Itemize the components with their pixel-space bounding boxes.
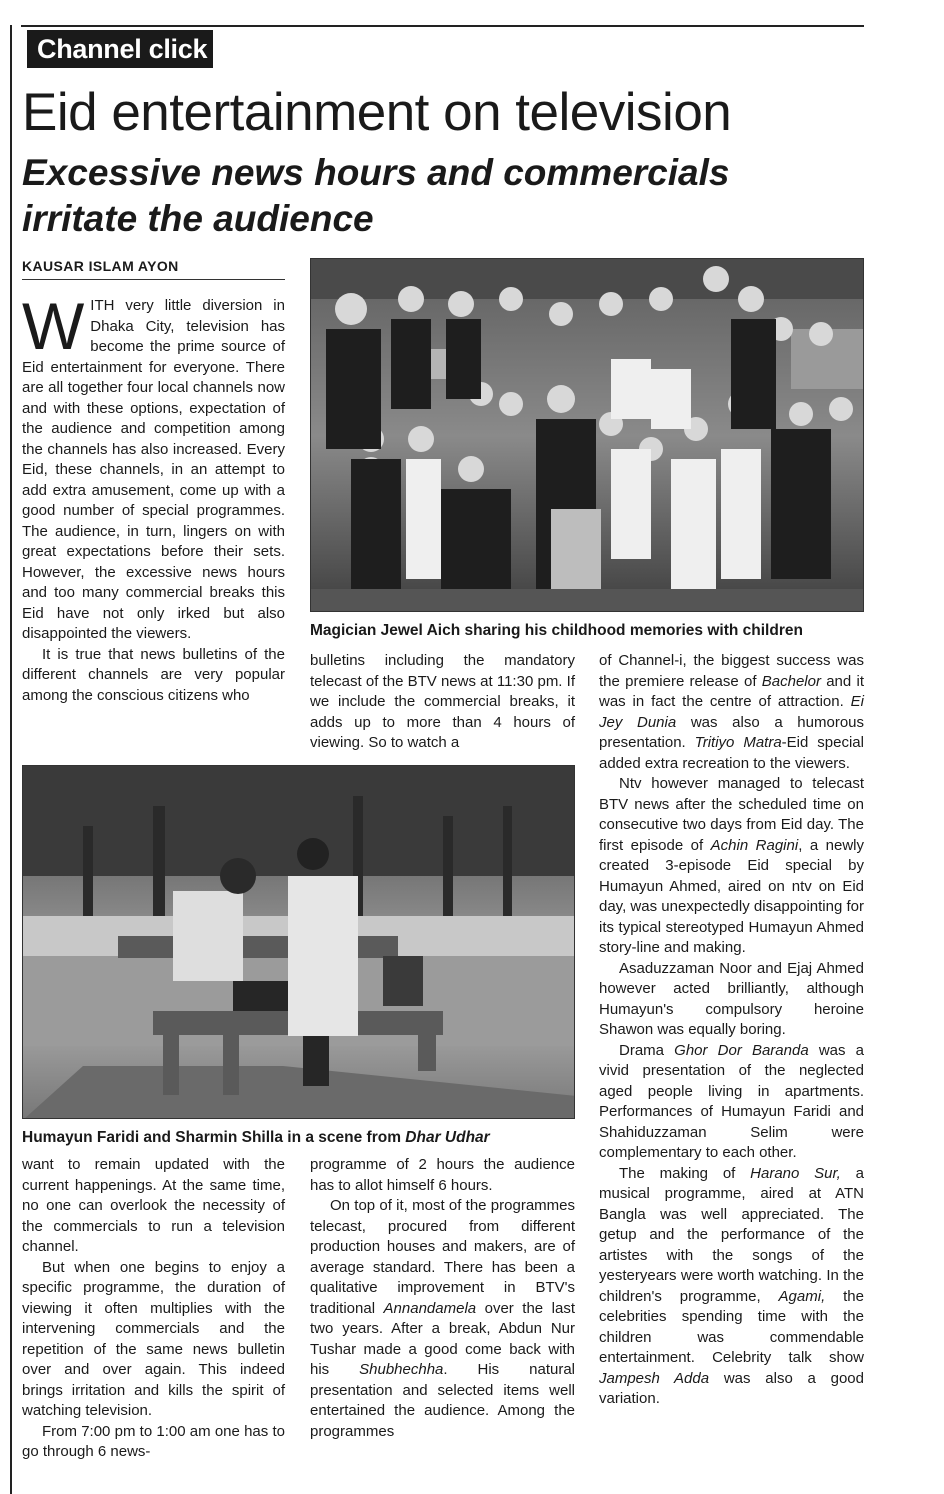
caption-text: Humayun Faridi and Sharmin Shilla in a scene from	[22, 1129, 406, 1146]
drop-cap: W	[22, 289, 85, 363]
paragraph: But when one begins to enjoy a specific programme, the duration of viewing it often multiplies with the intervening commercials and the repetition of the same news bulletin over and over again. This indeed brings irritation and kills the spirit of watching television.	[22, 1258, 285, 1419]
section-tag: Channel click	[27, 30, 213, 68]
programme-title: Tritiyo Matra	[694, 734, 782, 751]
text-run: over the last two years. After a break, Abdun Nur Tushar made a good come back with his	[310, 1299, 575, 1378]
programme-title: Ei Jey Dunia	[599, 693, 864, 731]
column-2-bottom	[310, 1155, 575, 1442]
column-3	[599, 651, 864, 1410]
headline: Eid entertainment on television	[22, 83, 732, 142]
paragraph: It is true that news bulletins of the different channels are very popular among the conscious citizens who	[22, 645, 285, 704]
programme-title: Shubhechha	[359, 1361, 444, 1378]
byline: KAUSAR ISLAM AYON	[22, 258, 179, 274]
photo-dhar-udhar-caption	[22, 1128, 490, 1148]
left-border-rule	[10, 25, 12, 1494]
photo-bench-illustration	[23, 766, 575, 1119]
programme-title: Annandamela	[383, 1299, 477, 1317]
paragraph	[310, 1196, 575, 1442]
paragraph	[599, 1041, 864, 1164]
programme-title: Agami,	[778, 1287, 826, 1305]
text-run: was also a good variation.	[599, 1369, 864, 1407]
programme-title: Harano Sur,	[750, 1164, 841, 1182]
caption-title: Dhar Udhar	[405, 1129, 490, 1146]
photo-magician-with-children	[310, 258, 864, 612]
column-1-top	[22, 289, 285, 706]
text-run: -Eid special added extra recreation to the viewers.	[599, 734, 864, 772]
subheadline: Excessive news hours and commercials irritate the audience	[22, 152, 730, 239]
text-run: a musical programme, aired at ATN Bangla was well appreciated. The getup and the performance of the artistes with the songs of the yesteryears were worth watching. In the children's programme,	[599, 1164, 865, 1305]
paragraph: programme of 2 hours the audience has to allot himself 6 hours.	[310, 1156, 575, 1194]
paragraph: bulletins including the mandatory telecast of the BTV news at 11:30 pm. If we include the commercial breaks, it adds up to more than 4 hours of viewing. So to watch a	[310, 652, 575, 751]
text-run: was a vivid presentation of the neglected aged people living in apartments. Performances of Humayun Faridi and Shahiduzzaman Selim were complementary to each other.	[599, 1041, 864, 1161]
photo-magician-caption: Magician Jewel Aich sharing his childhood memories with children	[310, 622, 803, 639]
text-run: Drama	[619, 1041, 675, 1059]
text-run: , a newly created 3-episode Eid special by Humayun Ahmed, aired on ntv on Eid day, was unexpectedly disappointing for its typical stereotyped Humayun Ahmed story-line and making.	[599, 836, 865, 956]
text-run: . His natural presentation and selected items well entertained the audience. Among the programmes	[310, 1361, 575, 1440]
paragraph: Asaduzzaman Noor and Ejaj Ahmed however acted brilliantly, although Humayun's compulsory heroine Shawon was equally boring.	[599, 959, 864, 1038]
text-run: The making of	[619, 1164, 751, 1182]
intro-text: ITH very little diversion in Dhaka City, television has become the prime source of Eid entertainment for everyone. There are all together four local channels now and with these options, expectation of the audience and competition among the channels has also increased. Every Eid, these channels, in an attempt to add extra amusement, come up with a good number of special programmes. The audience, in turn, lingers on with great expectations before their sets. However, the excessive news hours and too many commercial breaks this Eid have not only irked but also disappointed the viewers.	[22, 297, 285, 642]
intro-paragraph	[22, 289, 285, 645]
paragraph	[599, 774, 864, 959]
text-run: On top of it, most of the programmes telecast, procured from different production houses and makers, are of average standard. There has been a qualitative improvement in BTV's traditional	[310, 1197, 575, 1317]
text-run: and it was in fact the centre of attraction.	[599, 672, 864, 710]
photo-magician-illustration	[311, 259, 864, 612]
column-1-bottom	[22, 1155, 285, 1463]
paragraph	[599, 651, 864, 774]
text-run: of Channel-i, the biggest success was the premiere release of	[599, 652, 864, 690]
text-run: the celebrities spending time with the children was commendable entertainment. Celebrity talk show	[599, 1287, 864, 1366]
paragraph: want to remain updated with the current happenings. At the same time, no one can overlook the necessity of the commercials to run a television channel.	[22, 1156, 285, 1255]
byline-rule	[22, 279, 285, 280]
paragraph	[599, 1164, 864, 1410]
programme-title: Bachelor	[761, 672, 821, 690]
column-2-top	[310, 651, 575, 754]
top-border-rule	[21, 25, 864, 27]
text-run: was also a humorous presentation.	[599, 713, 865, 751]
programme-title: Ghor Dor Baranda	[674, 1041, 809, 1059]
text-run: Ntv however managed to telecast BTV news after the scheduled time on consecutive two days from Eid day. The first episode of	[599, 775, 864, 854]
paragraph: From 7:00 pm to 1:00 am one has to go through 6 news-	[22, 1422, 285, 1460]
photo-dhar-udhar-scene	[22, 765, 575, 1119]
programme-title: Achin Ragini	[710, 836, 799, 854]
programme-title: Jampesh Adda	[599, 1369, 710, 1387]
